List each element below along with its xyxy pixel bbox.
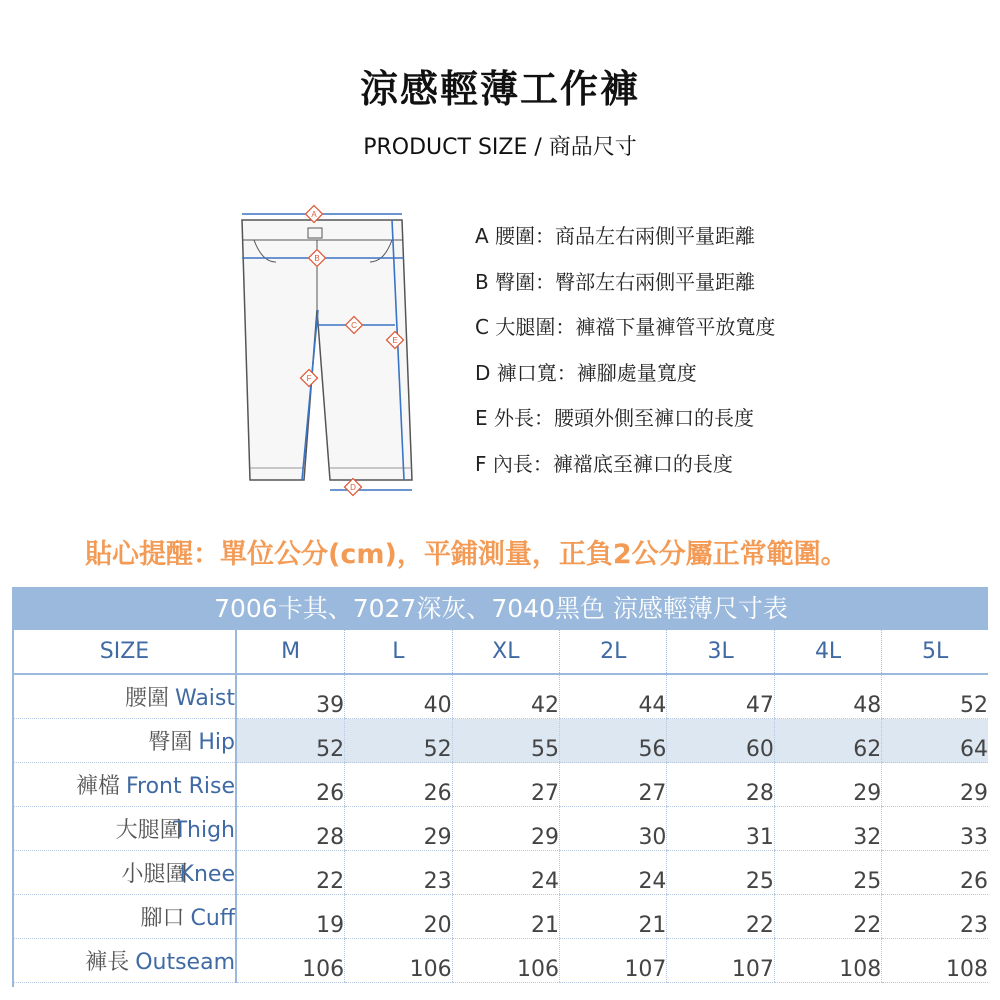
table-cell: 19 bbox=[236, 895, 345, 939]
pants-diagram bbox=[232, 200, 422, 500]
table-cell: 27 bbox=[560, 763, 667, 807]
svg-text:D: D bbox=[350, 483, 356, 492]
size-cell-m: M bbox=[236, 630, 345, 674]
table-cell: 20 bbox=[345, 895, 452, 939]
table-cell: 40 bbox=[345, 674, 452, 719]
size-header-row bbox=[14, 630, 988, 674]
row-label bbox=[14, 674, 236, 719]
measurement-legend bbox=[475, 222, 775, 495]
table-cell: 33 bbox=[882, 807, 988, 851]
row-label-zh: 大腿圍 bbox=[115, 818, 182, 843]
size-cell-l: L bbox=[345, 630, 452, 674]
table-row bbox=[14, 807, 988, 851]
size-cell-xl: XL bbox=[452, 630, 559, 674]
row-label-en: Outseam bbox=[135, 950, 235, 975]
table-cell: 22 bbox=[236, 851, 345, 895]
row-label bbox=[14, 807, 236, 851]
table-row bbox=[14, 851, 988, 895]
svg-text:F: F bbox=[306, 374, 312, 383]
table-cell: 22 bbox=[774, 895, 881, 939]
table-cell: 106 bbox=[345, 939, 452, 983]
row-label-en: Knee bbox=[179, 862, 235, 887]
table-cell: 47 bbox=[667, 674, 774, 719]
table-cell: 25 bbox=[667, 851, 774, 895]
table-cell: 29 bbox=[882, 763, 988, 807]
size-table-title: 7006卡其、7027深灰、7040黑色 涼感輕薄尺寸表 bbox=[14, 587, 988, 630]
table-cell: 28 bbox=[667, 763, 774, 807]
table-cell: 64 bbox=[882, 719, 988, 763]
table-cell: 42 bbox=[452, 674, 559, 719]
row-label-en: Waist bbox=[174, 686, 235, 711]
table-cell: 23 bbox=[882, 895, 988, 939]
table-cell: 28 bbox=[236, 807, 345, 851]
legend-item-f: F 內長：褲襠底至褲口的長度 bbox=[475, 451, 733, 476]
notice-text: 貼心提醒：單位公分(cm)，平鋪測量，正負2公分屬正常範圍。 bbox=[85, 539, 848, 570]
table-cell: 107 bbox=[560, 939, 667, 983]
table-cell: 44 bbox=[560, 674, 667, 719]
table-cell: 52 bbox=[882, 674, 988, 719]
table-cell: 32 bbox=[774, 807, 881, 851]
table-cell: 29 bbox=[774, 763, 881, 807]
table-cell: 56 bbox=[560, 719, 667, 763]
page-subtitle: PRODUCT SIZE / 商品尺寸 bbox=[363, 135, 637, 160]
table-row bbox=[14, 763, 988, 807]
legend-item-c: C 大腿圍：褲襠下量褲管平放寬度 bbox=[475, 315, 776, 339]
table-cell: 27 bbox=[452, 763, 559, 807]
table-cell: 29 bbox=[345, 807, 452, 851]
marker-d bbox=[345, 479, 362, 496]
row-label-en: Thigh bbox=[173, 818, 235, 843]
table-cell: 24 bbox=[452, 851, 559, 895]
row-label-zh: 小腿圍 bbox=[121, 862, 188, 887]
row-label bbox=[14, 763, 236, 807]
row-label bbox=[14, 895, 236, 939]
row-label-zh: 褲長 bbox=[85, 950, 130, 975]
table-row bbox=[14, 895, 988, 939]
row-label bbox=[14, 939, 236, 983]
table-row bbox=[14, 939, 988, 983]
table-cell: 29 bbox=[452, 807, 559, 851]
table-cell: 106 bbox=[236, 939, 345, 983]
table-cell: 25 bbox=[774, 851, 881, 895]
table-cell: 55 bbox=[452, 719, 559, 763]
size-cell-5l: 5L bbox=[882, 630, 988, 674]
table-cell: 107 bbox=[667, 939, 774, 983]
svg-text:C: C bbox=[351, 321, 357, 330]
size-cell-4l: 4L bbox=[774, 630, 881, 674]
table-cell: 26 bbox=[345, 763, 452, 807]
row-label-en: Hip bbox=[198, 730, 235, 755]
legend-item-d: D 褲口寬：褲腳處量寬度 bbox=[475, 360, 697, 385]
legend-item-e: E 外長：腰頭外側至褲口的長度 bbox=[475, 406, 754, 430]
row-label bbox=[14, 719, 236, 763]
table-cell: 108 bbox=[774, 939, 881, 983]
size-table-container bbox=[12, 587, 988, 987]
table-cell: 22 bbox=[667, 895, 774, 939]
table-cell: 24 bbox=[560, 851, 667, 895]
legend-item-a: A 腰圍：商品左右兩側平量距離 bbox=[475, 224, 756, 248]
size-table bbox=[14, 630, 988, 983]
table-cell: 106 bbox=[452, 939, 559, 983]
row-label-zh: 腰圍 bbox=[124, 686, 169, 711]
table-row bbox=[14, 674, 988, 719]
row-label-zh: 腳口 bbox=[140, 906, 185, 931]
table-cell: 108 bbox=[882, 939, 988, 983]
row-label bbox=[14, 851, 236, 895]
table-cell: 21 bbox=[560, 895, 667, 939]
table-cell: 52 bbox=[236, 719, 345, 763]
table-cell: 26 bbox=[882, 851, 988, 895]
svg-text:E: E bbox=[392, 336, 398, 345]
svg-text:A: A bbox=[311, 210, 317, 219]
table-cell: 23 bbox=[345, 851, 452, 895]
table-cell: 60 bbox=[667, 719, 774, 763]
row-label-zh: 臀圍 bbox=[148, 730, 193, 755]
svg-text:B: B bbox=[314, 254, 320, 263]
page-title: 涼感輕薄工作褲 bbox=[359, 67, 640, 111]
pants-outline bbox=[242, 220, 412, 480]
row-label-en: Cuff bbox=[190, 906, 235, 931]
table-cell: 21 bbox=[452, 895, 559, 939]
size-cell-2l: 2L bbox=[560, 630, 667, 674]
table-cell: 48 bbox=[774, 674, 881, 719]
table-cell: 30 bbox=[560, 807, 667, 851]
table-cell: 62 bbox=[774, 719, 881, 763]
size-label-cell: SIZE bbox=[14, 630, 236, 674]
table-row bbox=[14, 719, 988, 763]
legend-item-b: B 臀圍：臀部左右兩側平量距離 bbox=[475, 269, 756, 294]
size-cell-3l: 3L bbox=[667, 630, 774, 674]
table-cell: 39 bbox=[236, 674, 345, 719]
row-label-zh: 褲檔 bbox=[75, 774, 120, 799]
table-cell: 26 bbox=[236, 763, 345, 807]
table-cell: 52 bbox=[345, 719, 452, 763]
row-label-en: Front Rise bbox=[125, 774, 235, 799]
table-cell: 31 bbox=[667, 807, 774, 851]
